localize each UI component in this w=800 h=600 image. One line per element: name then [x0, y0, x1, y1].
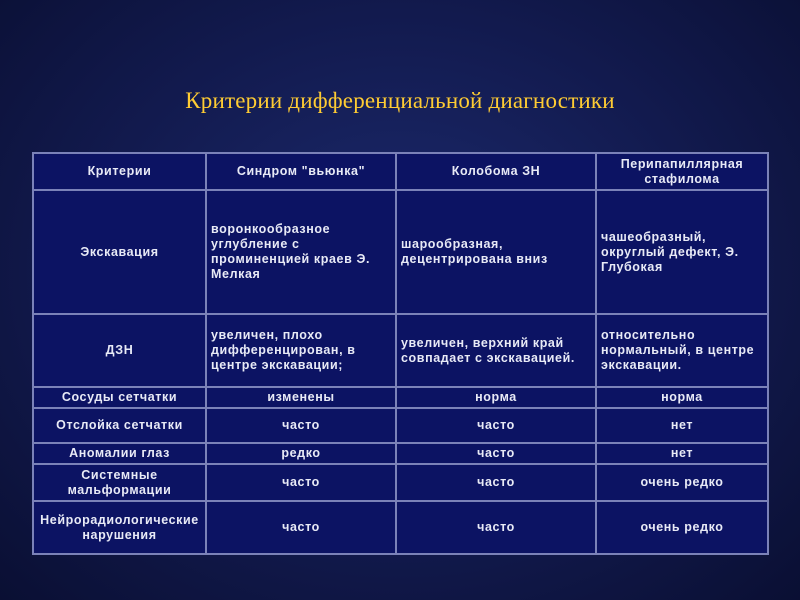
cell-staphyloma: нет: [596, 443, 768, 464]
cell-staphyloma: норма: [596, 387, 768, 408]
table-row: [33, 190, 768, 314]
row-label: Аномалии глаз: [33, 443, 206, 464]
cell-morning-glory: часто: [206, 464, 396, 501]
header-coloboma: Колобома ЗН: [396, 153, 596, 190]
cell-coloboma: увеличен, верхний край совпадает с экскавацией.: [396, 314, 596, 387]
header-staphyloma: Перипапиллярная стафилома: [596, 153, 768, 190]
table-row: [33, 501, 768, 554]
row-label: Сосуды сетчатки: [33, 387, 206, 408]
row-label: Системные мальформации: [33, 464, 206, 501]
table-row: [33, 314, 768, 387]
header-morning-glory: Синдром "вьюнка": [206, 153, 396, 190]
row-label: Экскавация: [33, 190, 206, 314]
cell-staphyloma: очень редко: [596, 501, 768, 554]
cell-staphyloma: относительно нормальный, в центре экскавации.: [596, 314, 768, 387]
cell-coloboma: часто: [396, 408, 596, 443]
cell-morning-glory: воронкообразное углубление с проминенцией краев Э. Мелкая: [206, 190, 396, 314]
cell-morning-glory: часто: [206, 501, 396, 554]
row-label: ДЗН: [33, 314, 206, 387]
row-label: Отслойка сетчатки: [33, 408, 206, 443]
cell-staphyloma: нет: [596, 408, 768, 443]
table-row: [33, 408, 768, 443]
table-row: [33, 387, 768, 408]
page-title: Критерии дифференциальной диагностики: [185, 88, 615, 113]
cell-morning-glory: увеличен, плохо дифференцирован, в центре экскавации;: [206, 314, 396, 387]
table-header-row: [33, 153, 768, 190]
cell-coloboma: часто: [396, 501, 596, 554]
table-row: [33, 443, 768, 464]
row-label: Нейрорадиологические нарушения: [33, 501, 206, 554]
cell-morning-glory: редко: [206, 443, 396, 464]
cell-staphyloma: очень редко: [596, 464, 768, 501]
cell-coloboma: шарообразная, децентрирована вниз: [396, 190, 596, 314]
cell-coloboma: норма: [396, 387, 596, 408]
cell-staphyloma: чашеобразный, округлый дефект, Э. Глубокая: [596, 190, 768, 314]
cell-morning-glory: часто: [206, 408, 396, 443]
cell-coloboma: часто: [396, 443, 596, 464]
header-criteria: Критерии: [33, 153, 206, 190]
table-row: [33, 464, 768, 501]
cell-morning-glory: изменены: [206, 387, 396, 408]
diagnostic-criteria-table: [32, 152, 769, 555]
cell-coloboma: часто: [396, 464, 596, 501]
